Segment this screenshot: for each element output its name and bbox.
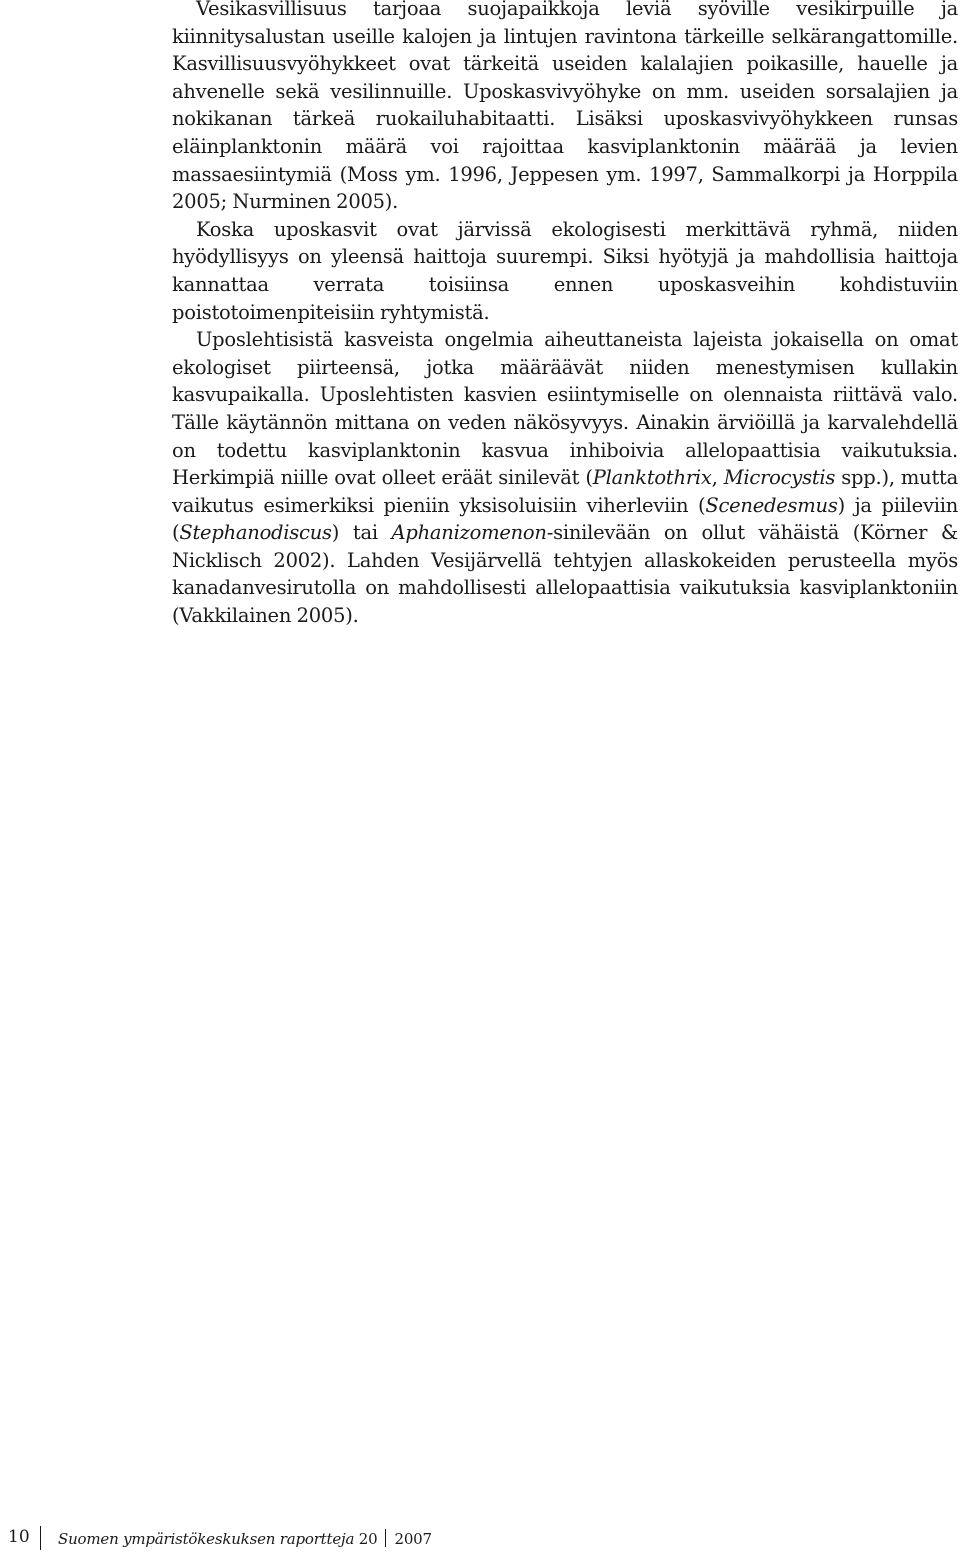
text-run: Koska uposkasvit ovat järvissä ekologisesti merkittävä ryhmä, niiden hyödyllisyys on yleensä haittoja suurempi. Siksi hyötyjä ja mahdollisia haittoja kannattaa verrata toisiinsa ennen uposkasveihin kohdistuviin poistotoimenpiteisiin ryhtymistä. — [172, 217, 958, 324]
paragraph-1 — [172, 0, 958, 216]
page-footer — [0, 1526, 960, 1556]
series-title: Suomen ympäristökeskuksen raportteja — [58, 1530, 355, 1548]
text-run: , — [711, 466, 724, 490]
page-number: 10 — [8, 1527, 30, 1547]
footer-series — [58, 1529, 432, 1548]
italic-term: Microcystis — [723, 466, 836, 490]
italic-term: Stephanodiscus — [179, 521, 332, 545]
text-run: ) ja piileviin ( — [172, 493, 958, 545]
publication-year: 2007 — [394, 1530, 432, 1548]
text-run: Uposlehtisistä kasveista ongelmia aiheuttaneista lajeista jokaisella on omat ekologiset piirteensä, jotka määräävät niiden menestymisen kullakin kasvupaikalla. Uposlehtisten kasvien esiintymiselle on olennaista riittävä valo. Tälle käytännön mittana on veden näkösyvyys. Ainakin ärviöillä ja karvalehdellä on todettu kasviplanktonin kasvua inhiboivia allelopaattisia vaikutuksia. Herkimpiä niille ovat olleet eräät sinilevät ( — [172, 328, 958, 490]
italic-term: Scenedesmus — [705, 493, 838, 517]
paragraph-3 — [172, 326, 958, 630]
text-run: ) tai — [331, 521, 392, 545]
italic-term: Planktothrix — [592, 466, 712, 490]
paragraph-2 — [172, 216, 958, 326]
italic-term: Aphanizomenon — [391, 521, 547, 545]
footer-divider — [40, 1526, 41, 1550]
text-run: spp.), mutta vaikutus esimerkiksi pieniin yksisoluisiin viherleviin ( — [172, 466, 958, 517]
text-run: -sinilevään on ollut vähäistä (Körner & Nicklisch 2002). Lahden Vesijärvellä tehtyjen allaskokeiden perusteella myös kanadanvesirutolla on mahdollisesti allelopaattisia vaikutuksia kasviplanktoniin (Vakkilainen 2005). — [172, 521, 959, 628]
issue-number: 20 — [358, 1530, 378, 1548]
body-text — [172, 0, 958, 630]
footer-separator — [385, 1529, 386, 1547]
text-run: Vesikasvillisuus tarjoaa suojapaikkoja leviä syöville vesikirpuille ja kiinnitysalustan useille kalojen ja lintujen ravintona tärkeille selkärangattomille. Kasvillisuusvyöhykkeet ovat tärkeitä useiden kalalajien poikasille, hauelle ja ahvenelle sekä vesilinnuille. Uposkasvivyöhyke on mm. useiden sorsalajien ja nokikanan tärkeä ruokailuhabitaatti. Lisäksi uposkasvivyöhykkeen runsas eläinplanktonin määrä voi rajoittaa kasviplanktonin määrää ja levien massaesiintymiä (Moss ym. 1996, Jeppesen ym. 1997, Sammalkorpi ja Horppila 2005; Nurminen 2005). — [172, 0, 958, 214]
